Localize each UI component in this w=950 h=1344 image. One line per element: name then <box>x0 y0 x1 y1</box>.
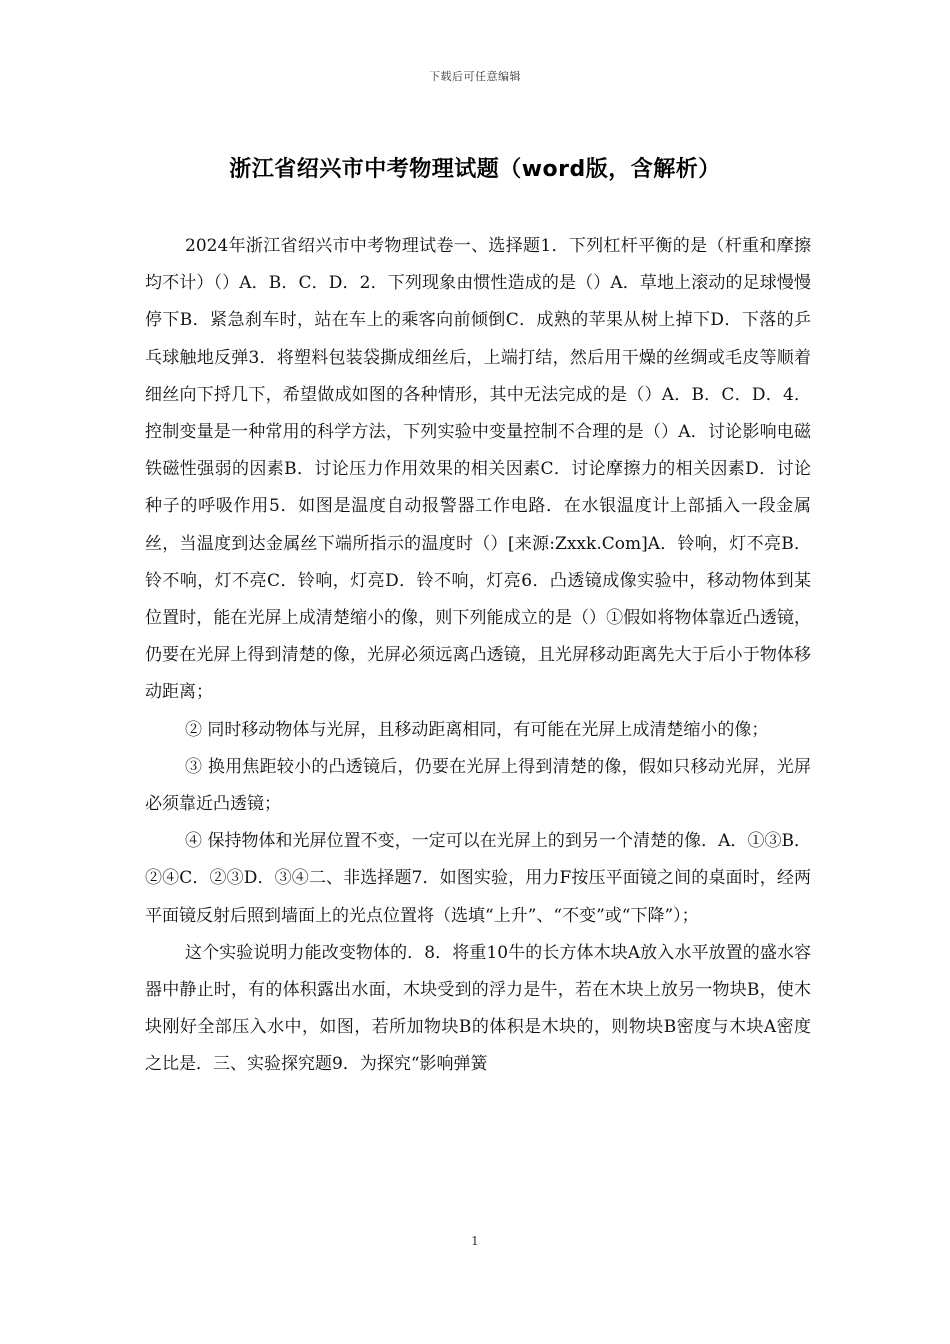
body-paragraph: 2024年浙江省绍兴市中考物理试卷一、选择题1．下列杠杆平衡的是（杆重和摩擦均不计）（）A．B．C．D．2．下列现象由惯性造成的是（）A．草地上滚动的足球慢慢停下B．紧急刹车时，站在车上的乘客向前倾倒C．成熟的苹果从树上掉下D．下落的乒乓球触地反弹3．将塑料包装袋撕成细丝后，上端打结，然后用干燥的丝绸或毛皮等顺着细丝向下捋几下，希望做成如图的各种情形，其中无法完成的是（）A．B．C．D．4．控制变量是一种常用的科学方法，下列实验中变量控制不合理的是（）A．讨论影响电磁铁磁性强弱的因素B．讨论压力作用效果的相关因素C．讨论摩擦力的相关因素D．讨论种子的呼吸作用5．如图是温度自动报警器工作电路．在水银温度计上部插入一段金属丝，当温度到达金属丝下端所指示的温度时（）[来源:Zxxk.Com]A．铃响，灯不亮B．铃不响，灯不亮C．铃响，灯亮D．铃不响，灯亮6．凸透镜成像实验中，移动物体到某位置时，能在光屏上成清楚缩小的像，则下列能成立的是（）①假如将物体靠近凸透镜，仍要在光屏上得到清楚的像，光屏必须远离凸透镜，且光屏移动距离先大于后小于物体移动距离； <box>145 236 811 703</box>
body-paragraph: ③ 换用焦距较小的凸透镜后，仍要在光屏上得到清楚的像，假如只移动光屏，光屏必须靠近凸透镜； <box>145 756 811 815</box>
page-number: 1 <box>471 1234 479 1248</box>
body-paragraph: 这个实验说明力能改变物体的．8．将重10牛的长方体木块A放入水平放置的盛水容器中静止时，有的体积露出水面，木块受到的浮力是牛，若在木块上放另一物块B，使木块刚好全部压入水中，如图，若所加物块B的体积是木块的，则物块B密度与木块A密度之比是．三、实验探究题9．为探究“影响弹簧 <box>145 942 811 1075</box>
body-paragraph: ④ 保持物体和光屏位置不变，一定可以在光屏上的到另一个清楚的像．A．①③B．②④C．②③D．③④二、非选择题7．如图实验，用力F按压平面镜之间的桌面时，经两平面镜反射后照到墙面上的光点位置将（选填“上升”、“不变”或“下降”）； <box>145 831 811 926</box>
header-note: 下载后可任意编辑 <box>429 70 521 83</box>
document-body <box>145 228 811 1084</box>
page-title: 浙江省绍兴市中考物理试题（word版，含解析） <box>229 157 721 182</box>
body-paragraph: ② 同时移动物体与光屏，且移动距离相同，有可能在光屏上成清楚缩小的像； <box>185 719 769 740</box>
